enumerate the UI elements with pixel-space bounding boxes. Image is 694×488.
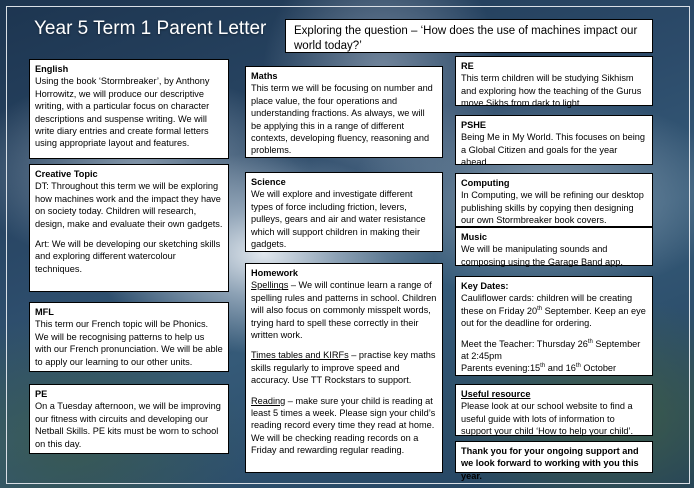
pe-body: On a Tuesday afternoon, we will be improving our fitness with circuits and developing our Netball Skills. PE kits must be worn to school on this day. [35, 401, 221, 449]
english-heading: English [35, 64, 69, 74]
question-text: Exploring the question – ‘How does the use of machines impact our world today?’ [294, 25, 638, 52]
times-text: – practise key maths skills regularly to improve speed and accuracy. Use TT Rockstars to support. [251, 350, 436, 386]
music-box [455, 227, 653, 266]
cauliflower-sup: th [537, 305, 543, 312]
science-box [245, 172, 443, 252]
parents-text-b: and 16 [545, 363, 576, 374]
useful-resource-body: Please look at our school website to find a useful guide with lots of information to support your child ‘How to help your child’. [461, 401, 634, 437]
key-date-parents-evening [461, 362, 647, 374]
maths-body: This term we will be focusing on number and place value, the four operations and understanding fractions. As always, we will be applying this in a range of different contexts, developing fluency, reasoning and problems. [251, 83, 433, 156]
key-dates-box [455, 276, 653, 376]
homework-times [251, 349, 437, 386]
useful-resource-box [455, 384, 653, 436]
maths-heading: Maths [251, 71, 278, 81]
english-body: Using the book ‘Stormbreaker’, by Anthony Horrowitz, we will produce our descriptive writing, with a particular focus on character descriptions and suspense writing. We will write diary entries and create formal letters using appropriate layout and features. [35, 76, 210, 149]
pe-box [29, 384, 229, 454]
parents-sup-2: th [575, 363, 581, 370]
spellings-text: – We will continue learn a range of spelling rules and patterns in school. Children will also focus on commonly misspelt words, trying hard to spell these correctly in their written work. [251, 280, 437, 341]
meet-text-b: September at 2:45pm [461, 338, 641, 362]
pe-heading: PE [35, 389, 48, 399]
reading-text: – make sure your child is reading at least 5 times a week. Please sign your child’s reading record every time they read at home. We will be checking reading records on a Friday and rewarding regular reading. [251, 395, 436, 456]
times-label: Times tables and KIRFs [251, 350, 349, 361]
key-dates-heading: Key Dates: [461, 281, 509, 291]
homework-box [245, 263, 443, 473]
meet-sup: th [587, 338, 593, 345]
mfl-body: This term our French topic will be Phonics. We will be recognising patterns to help us with our French pronunciation. We will be able to apply our learning to our other units. [35, 319, 223, 367]
pshe-body: Being Me in My World. This focuses on being a Global Citizen and goals for the year ahead. [461, 132, 646, 168]
creative-topic-box [29, 164, 229, 292]
key-date-cauliflower [461, 292, 647, 329]
creative-dt: DT: Throughout this term we will be exploring how machines work and the impact they have on society today. Children will research, design, make and evaluate their own gadgets. [35, 181, 223, 229]
reading-label: Reading [251, 395, 286, 406]
computing-body: In Computing, we will be refining our desktop publishing skills by copying then designing our own Stormbreaker book covers. [461, 190, 644, 226]
pshe-box [455, 115, 653, 168]
computing-box [455, 173, 653, 227]
thank-you-text: Thank you for your ongoing support and we look forward to working with you this year. [461, 446, 639, 481]
computing-heading: Computing [461, 178, 510, 188]
science-heading: Science [251, 177, 286, 187]
maths-box [245, 66, 443, 158]
re-box [455, 56, 653, 109]
mfl-box [29, 302, 229, 372]
key-date-meet-teacher [461, 338, 647, 363]
english-box [29, 59, 229, 159]
homework-heading: Homework [251, 268, 298, 278]
question-box [285, 19, 653, 53]
creative-heading: Creative Topic [35, 169, 98, 179]
spellings-label: Spellings [251, 280, 289, 291]
parents-text-c: October [580, 363, 617, 374]
meet-text-a: Meet the Teacher: Thursday 26 [461, 338, 588, 349]
homework-spellings [251, 279, 437, 341]
music-heading: Music [461, 232, 488, 242]
mfl-heading: MFL [35, 307, 54, 317]
cauliflower-text-b: September. Keep an eye out for the deadline for ordering. [461, 305, 646, 329]
thank-you-box [455, 441, 653, 481]
page-title: Year 5 Term 1 Parent Letter [34, 18, 267, 39]
science-body: We will explore and investigate different types of force including friction, levers, pulleys, gears and air and water resistance which will support children in making their gadgets. [251, 189, 426, 250]
creative-art: Art: We will be developing our sketching skills and exploring different watercolour techniques. [35, 239, 221, 274]
homework-reading [251, 395, 437, 457]
pshe-heading: PSHE [461, 120, 487, 130]
music-body: We will be manipulating sounds and composing using the Garage Band app. [461, 244, 623, 267]
re-body: This term children will be studying Sikhism and exploring how the teaching of the Gurus move Sikhs from dark to light. [461, 73, 642, 109]
parents-sup-1: th [540, 363, 546, 370]
cauliflower-text-a: Cauliflower cards: children will be creating these on Friday 20 [461, 293, 633, 316]
useful-resource-heading: Useful resource [461, 389, 531, 399]
re-heading: RE [461, 61, 474, 71]
parents-text-a: Parents evening:15 [461, 363, 541, 374]
